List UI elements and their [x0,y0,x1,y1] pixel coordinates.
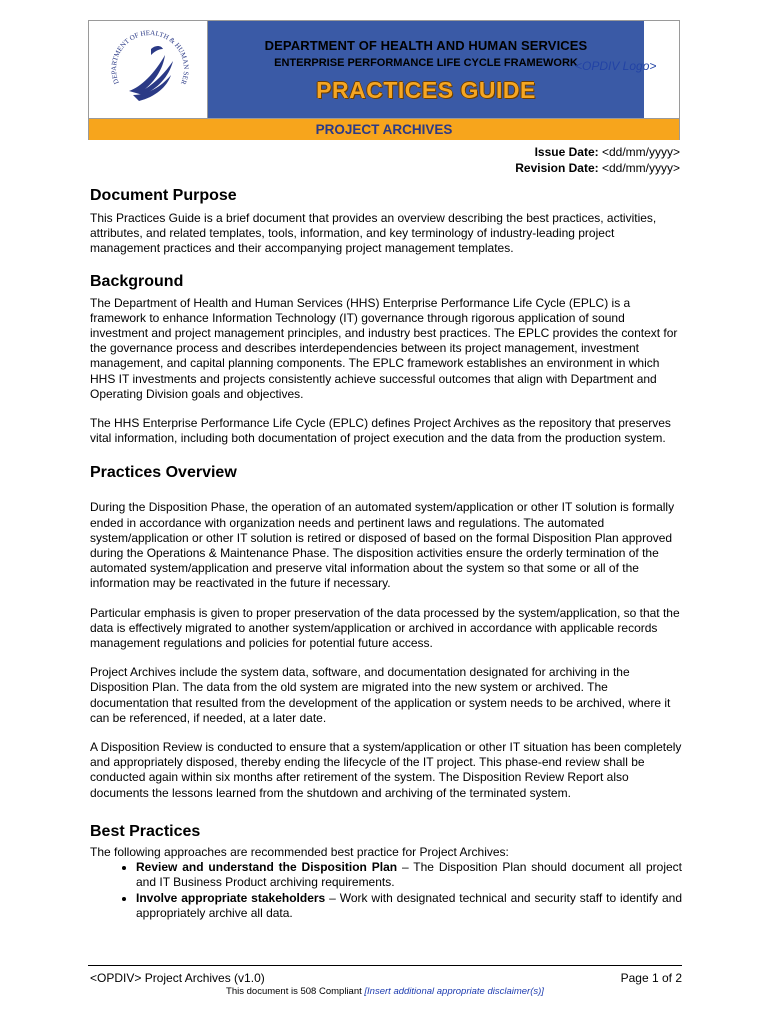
compliance-text: This document is 508 Compliant [226,986,362,997]
best-practices-intro: The following approaches are recommended best practice for Project Archives: [90,844,509,859]
list-item-text: – The Disposition Plan should document all project and IT Business Product archiving requirements. [136,860,682,890]
issue-date-row [515,144,680,160]
purpose-paragraph: This Practices Guide is a brief document that provides an overview describing the best practices, activities, attributes, and related templates, tools, information, and key terminology of industry-leading project management practices and their accompanying project management templates. [90,211,657,256]
footer-divider [88,965,682,966]
background-paragraph-1: The Department of Health and Human Services (HHS) Enterprise Performance Life Cycle (EPLC) is a framework to enhance Information Technology (IT) governance through rigorous application of sound investment and project management principles, and industry best practices. The EPLC provides the context for the governance process and describes interdependencies between its project management, investment management, and capital planning components. The EPLC framework establishes an environment in which HHS IT investments and projects consistently achieve successful outcomes that align with Department and Operating Division goals and objectives. [90,295,678,401]
opdiv-logo-placeholder: <OPDIV Logo> [575,59,657,73]
seal-text: DEPARTMENT OF HEALTH & HUMAN SER [109,28,191,86]
overview-heading: Practices Overview [90,464,237,482]
document-subtitle: PROJECT ARCHIVES [89,118,679,140]
issue-date-value: <dd/mm/yyyy> [601,145,680,159]
overview-paragraph-2: Particular emphasis is given to proper preservation of the data processed by the system/application, so that the data is effectively migrated to another system/application or archived in accordance with applicable records management regulations and policies for potential future access. [90,605,680,651]
overview-paragraph-3: Project Archives include the system data, software, and documentation designated for archiving in the Disposition Plan. The data from the old system are migrated into the new system or archived. The documentation that resulted from the development of the application or system needs to be archived, where it can be referenced, if needed, at a later date. [90,665,671,725]
footer-document-name: <OPDIV> Project Archives (v1.0) [90,971,265,985]
list-item-text: – Work with designated technical and security staff to identify and appropriately archive all data. [136,890,682,920]
issue-date-label: Issue Date: [534,145,599,159]
list-item-title: Involve appropriate stakeholders [136,890,326,905]
overview-paragraph-1: During the Disposition Phase, the operation of an automated system/application or other IT solution is formally ended in accordance with organization needs and pertinent laws and regulations. The automated system/application or other IT solution is retired or disposed of based on the formal Disposition Plan approved during the Operations & Maintenance Phase. The disposition activities ensure the orderly termination of the automated system/application and preserve vital information about the system so that some or all of the information may be reactivated in the future if necessary. [90,500,675,591]
hhs-seal-logo [89,21,208,118]
guide-title: PRACTICES GUIDE [316,77,536,103]
best-practices-list [90,860,682,921]
department-name: DEPARTMENT OF HEALTH AND HUMAN SERVICES [264,38,588,53]
background-heading: Background [90,272,184,290]
disclaimer-placeholder: [Insert additional appropriate disclaimer(s)] [364,986,544,997]
document-header [88,20,680,140]
background-paragraph-2: The HHS Enterprise Performance Life Cycle (EPLC) defines Project Archives as the repository that preserves vital information, including both documentation of project execution and the data from the production system. [90,416,671,446]
list-item-title: Review and understand the Disposition Plan [136,860,398,875]
footer-compliance [0,986,770,997]
revision-date-row [515,160,680,176]
document-body [90,178,682,921]
best-practices-heading: Best Practices [90,822,201,840]
revision-date-label: Revision Date: [515,161,599,175]
revision-date-value: <dd/mm/yyyy> [601,161,680,175]
svg-text:DEPARTMENT OF HEALTH & HUMAN S [89,21,190,86]
list-item [136,860,682,890]
document-dates [515,144,680,176]
list-item [136,891,682,921]
purpose-heading: Document Purpose [90,187,237,204]
overview-paragraph-4: A Disposition Review is conducted to ensure that a system/application or other IT situation has been completely and appropriately disposed, thereby ending the lifecycle of the IT project. This phase-end review shall be conducted again within six months after retirement of the system. The Disposition Review Report also documents the lessons learned from the shutdown and archiving of the terminated system. [90,740,682,800]
footer-page-number: Page 1 of 2 [620,971,682,985]
framework-name: ENTERPRISE PERFORMANCE LIFE CYCLE FRAMEWORK [274,57,578,69]
